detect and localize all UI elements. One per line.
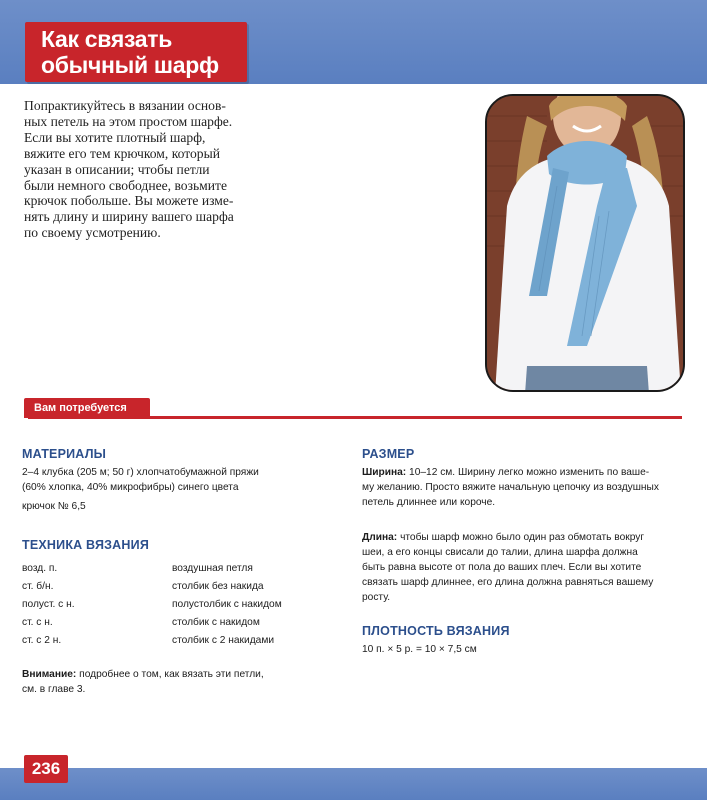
intro-line: указан в описании; чтобы петли	[24, 161, 210, 177]
table-row	[22, 632, 322, 650]
length-text: быть равна высоте от пола до ваших плеч. Если вы хотите	[362, 562, 642, 573]
length-text: росту.	[362, 592, 391, 603]
note-label: Внимание:	[22, 669, 77, 680]
intro-line: ных петель на этом простом шарфе.	[24, 113, 233, 129]
title-line-2: обычный шарф	[41, 52, 219, 78]
materials-line: крючок № 6,5	[22, 501, 86, 512]
scarf-photo-illustration	[487, 96, 685, 392]
note-text: см. в главе 3.	[22, 684, 86, 695]
width-text: петель длиннее или короче.	[362, 497, 496, 508]
table-row	[22, 578, 322, 596]
materials-heading: МАТЕРИАЛЫ	[22, 447, 107, 461]
length-text: чтобы шарф можно было один раз обмотать вокруг	[400, 532, 645, 543]
footer-band	[0, 768, 707, 800]
note-text: подробнее о том, как вязать эти петли,	[79, 669, 264, 680]
table-row	[22, 560, 322, 578]
table-row	[22, 614, 322, 632]
abbr-meaning: столбик без накида	[172, 581, 264, 592]
materials-list	[22, 465, 342, 514]
intro-line: Если вы хотите плотный шарф,	[24, 129, 206, 145]
length-text: связать шарф длиннее, его длина должна равняться вашему	[362, 577, 654, 588]
materials-line: (60% хлопка, 40% микрофибры) синего цвета	[22, 482, 239, 493]
size-heading: РАЗМЕР	[362, 447, 415, 461]
abbr-meaning: столбик с накидом	[172, 617, 260, 628]
technique-note	[22, 667, 322, 697]
abbr-key: ст. с н.	[22, 617, 53, 628]
abbreviation-table	[22, 560, 322, 650]
materials-line: 2–4 клубка (205 м; 50 г) хлопчатобумажной пряжи	[22, 467, 259, 478]
abbr-meaning: воздушная петля	[172, 563, 253, 574]
intro-line: вяжите его тем крючком, который	[24, 145, 220, 161]
technique-heading: ТЕХНИКА ВЯЗАНИЯ	[22, 538, 150, 552]
intro-line: нять длину и ширину вашего шарфа	[24, 209, 234, 225]
length-text: шеи, а его концы свисали до талии, длина шарфа должна	[362, 547, 638, 558]
gauge-heading: ПЛОТНОСТЬ ВЯЗАНИЯ	[362, 624, 510, 638]
abbr-key: возд. п.	[22, 563, 58, 574]
intro-line: по своему усмотрению.	[24, 225, 161, 241]
abbr-key: ст. б/н.	[22, 581, 54, 592]
title-line-1: Как связать	[41, 26, 173, 52]
abbr-key: ст. с 2 н.	[22, 635, 62, 646]
abbr-meaning: полустолбик с накидом	[172, 599, 282, 610]
abbr-meaning: столбик с 2 накидами	[172, 635, 275, 646]
page-number: 236	[24, 755, 68, 783]
intro-line: Попрактикуйтесь в вязании основ-	[24, 98, 226, 113]
intro-line: были немного свободнее, возьмите	[24, 177, 227, 193]
intro-line: крючок побольше. Вы можете изме-	[24, 193, 234, 209]
table-row	[22, 596, 322, 614]
intro-paragraph	[24, 98, 302, 241]
materials-tab-label: Вам потребуется	[24, 398, 150, 418]
scarf-photo	[485, 94, 685, 392]
width-text: му желанию. Просто вяжите начальную цепочку из воздушных	[362, 482, 659, 493]
size-width-paragraph	[362, 465, 692, 510]
page-title	[25, 22, 247, 82]
size-length-paragraph	[362, 530, 692, 605]
gauge-value: 10 п. × 5 р. = 10 × 7,5 см	[362, 644, 477, 655]
abbr-key: полуст. с н.	[22, 599, 75, 610]
length-label: Длина:	[362, 532, 398, 543]
width-text: 10–12 см. Ширину легко можно изменить по ваше-	[409, 467, 650, 478]
width-label: Ширина:	[362, 467, 407, 478]
